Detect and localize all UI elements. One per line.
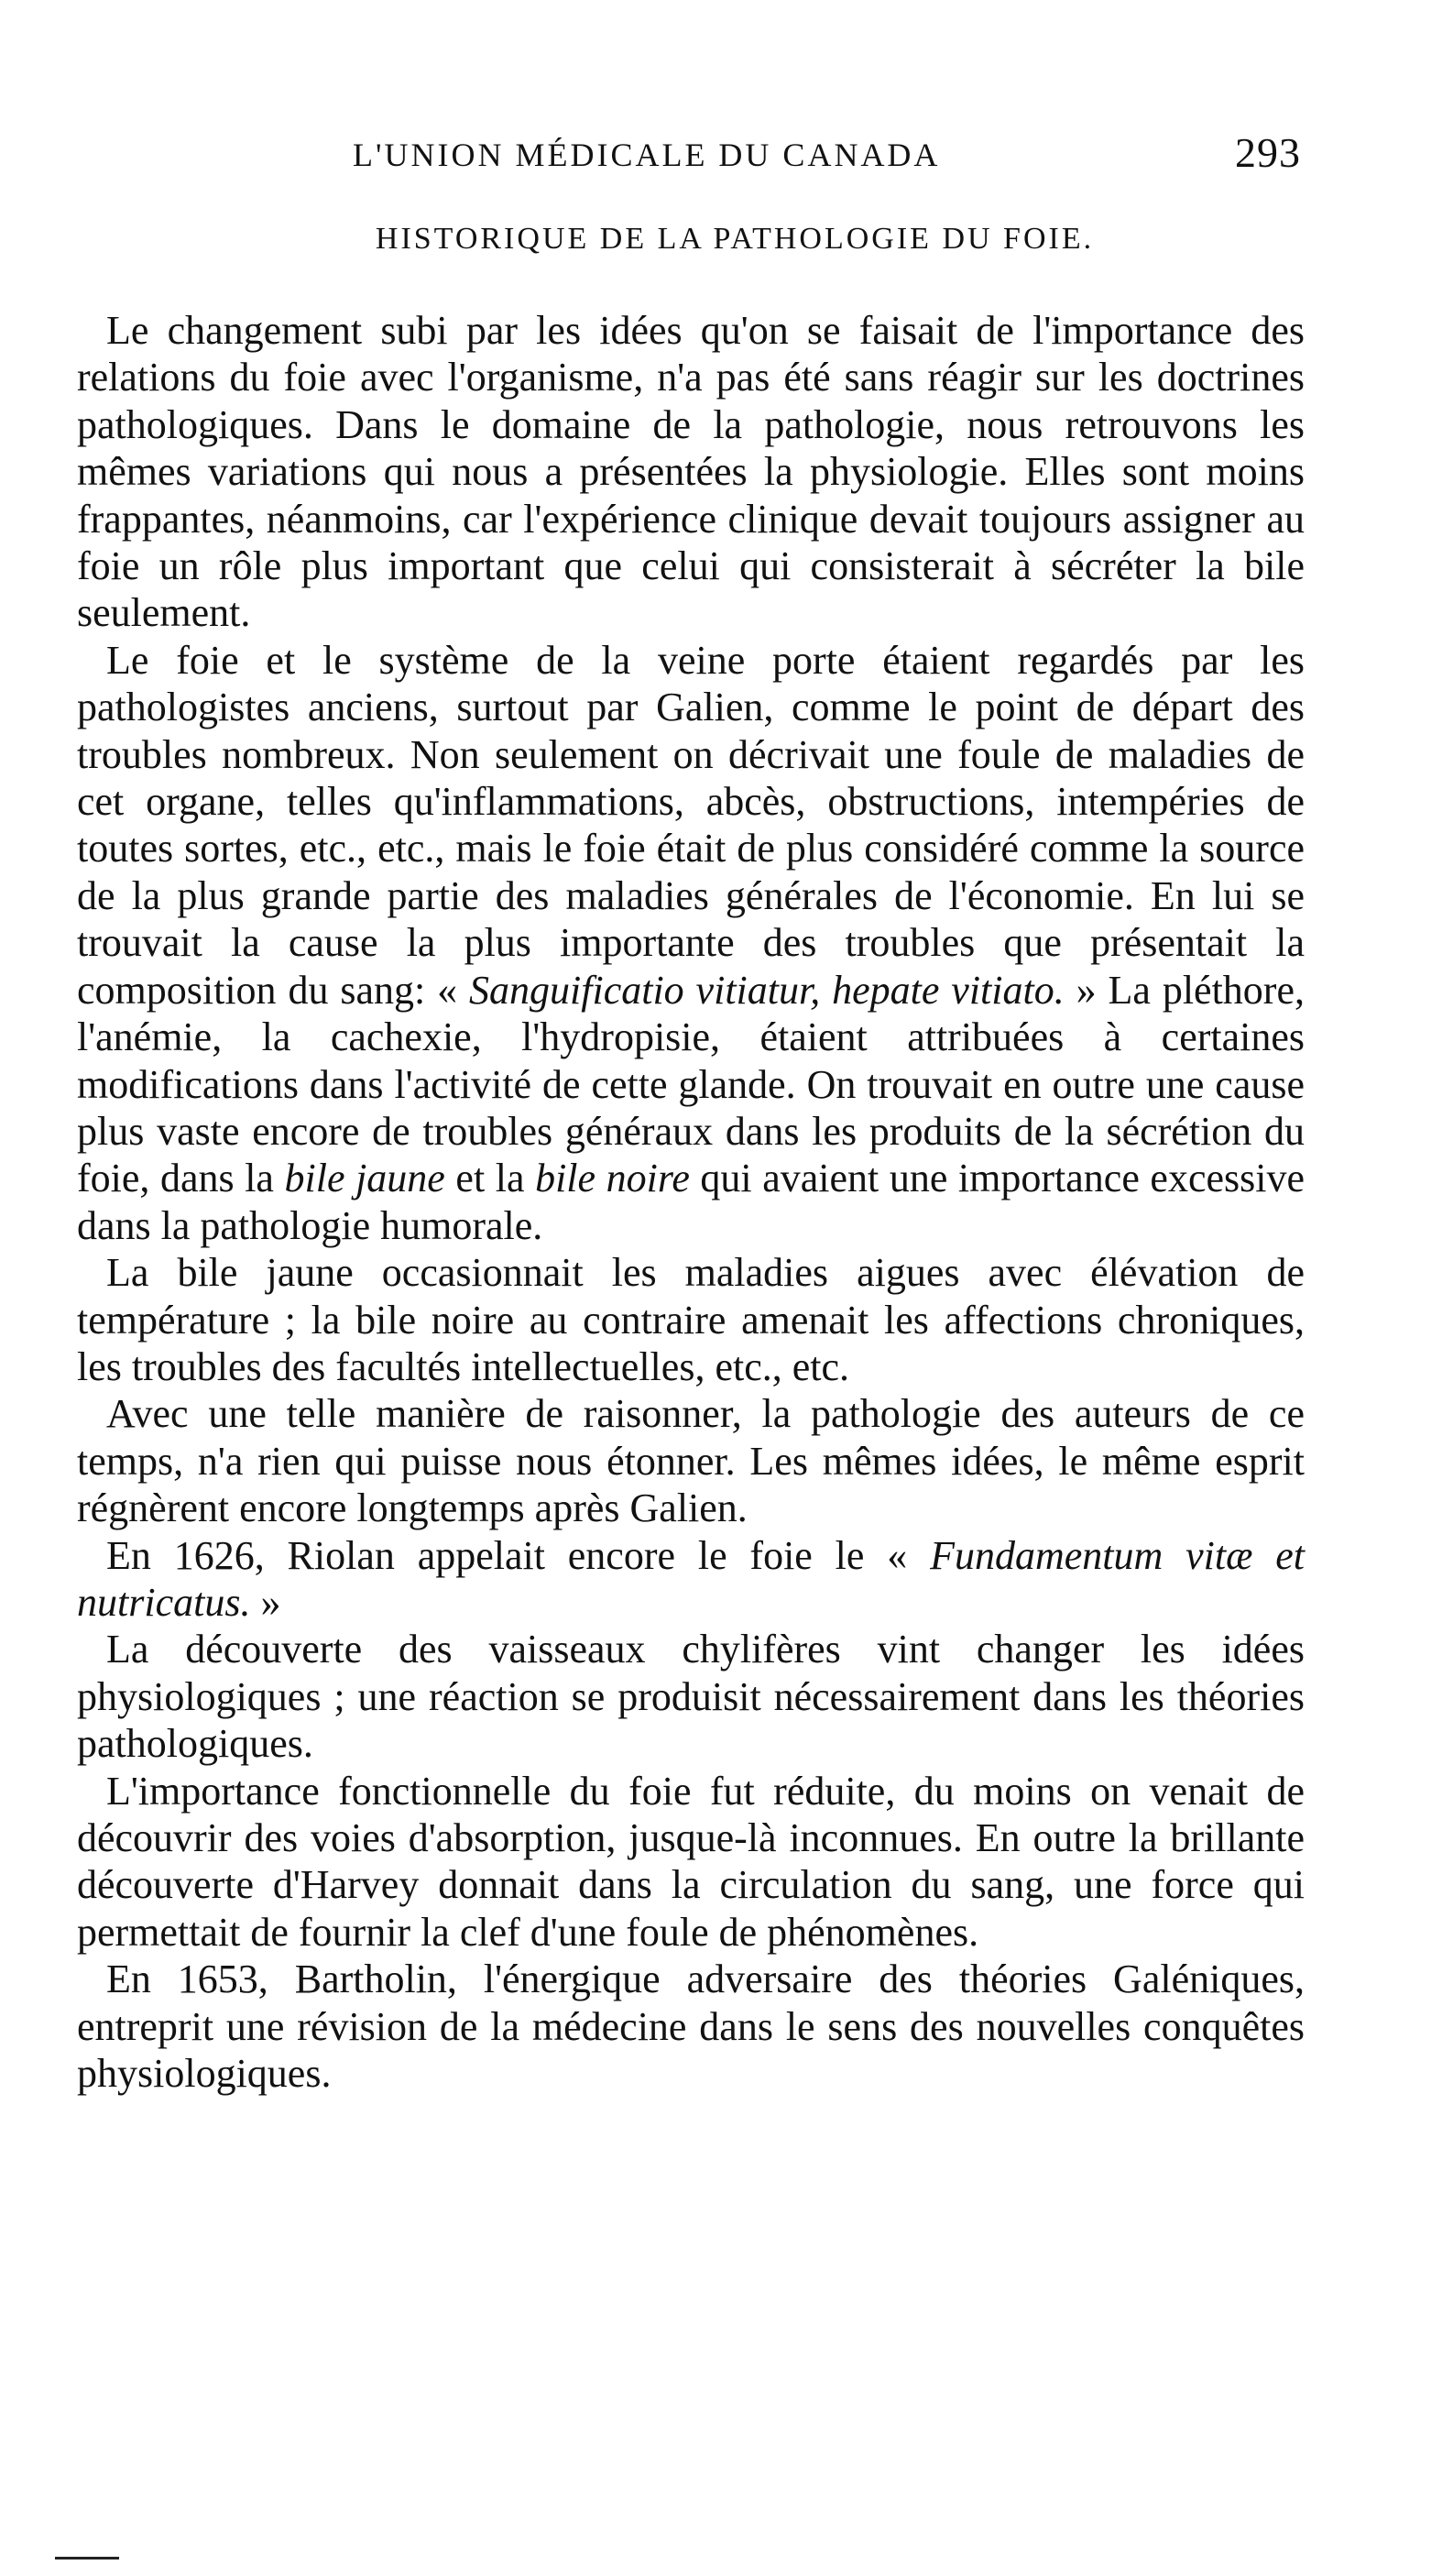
paragraph-5-text-b: » bbox=[250, 1579, 281, 1625]
paragraph-4: Avec une telle manière de raisonner, la pathologie des auteurs de ce temps, n'a rien qui puisse nous étonner. Les mêmes idées, le même esprit régnèrent encore longtemps après Galien. bbox=[77, 1391, 1305, 1531]
paragraph-2-text-a: Le foie et le système de la veine porte étaient regardés par les pathologistes anciens, surtout par Galien, comme le point de départ des troubles nombreux. Non seulement on décrivait une foule de maladies de cet organe, telles qu'inflammations, abcès, obstructions, intempéries de toutes sortes, etc., etc., mais le foie était de plus considéré comme la source de la plus grande partie des maladies générales de l'économie. En lui se trouvait la cause la plus importante des troubles que présentait la composition du sang: « bbox=[77, 637, 1305, 1013]
paragraph-3: La bile jaune occasionnait les maladies aigues avec élévation de température ; la bile noire au contraire amenait les affections chroniques, les troubles des facultés intellectuelles, etc., etc. bbox=[77, 1250, 1305, 1389]
paragraph-2-text-d: qui avaient une importance excessive dans la pathologie humorale. bbox=[77, 1156, 1305, 1248]
paragraph-2-text-c: et la bbox=[444, 1156, 536, 1201]
footer-rule bbox=[55, 2557, 119, 2560]
paragraph-7: L'importance fonctionnelle du foie fut réduite, du moins on venait de découvrir des voies d'absorption, jusque-là inconnues. En outre la brillante découverte d'Harvey donnait dans la circulation du sang, une force qui permettait de fournir la clef d'une foule de phénomènes. bbox=[77, 1768, 1305, 1955]
latin-quote-sanguificatio: Sanguificatio vitiatur, hepate vitiato. bbox=[469, 967, 1065, 1013]
section-title: HISTORIQUE DE LA PATHOLOGIE DU FOIE. bbox=[375, 222, 1095, 256]
term-bile-jaune: bile jaune bbox=[284, 1156, 445, 1201]
paragraph-5-text-a: En 1626, Riolan appelait encore le foie le « bbox=[106, 1532, 931, 1578]
paragraph-8: En 1653, Bartholin, l'énergique adversaire des théories Galéniques, entreprit une révision de la médecine dans le sens des nouvelles conquêtes physiologiques. bbox=[77, 1957, 1305, 2097]
term-bile-noire: bile noire bbox=[535, 1156, 690, 1201]
paragraph-6: La découverte des vaisseaux chylifères vint changer les idées physiologiques ; une réaction se produisit nécessairement dans les théories pathologiques. bbox=[77, 1627, 1305, 1767]
paragraph-1: Le changement subi par les idées qu'on se faisait de l'importance des relations du foie avec l'organisme, n'a pas été sans réagir sur les doctrines pathologiques. Dans le domaine de la pathologie, nous retrouvons les mêmes variations qui nous a présentées la physiologie. Elles sont moins frappantes, néanmoins, car l'expérience clinique devait toujours assigner au foie un rôle plus important que celui qui consisterait à sécréter la bile seulement. bbox=[77, 308, 1305, 636]
latin-quote-fundamentum: Fundamentum vitæ et nutricatus. bbox=[77, 1532, 1305, 1625]
article-body bbox=[77, 307, 1305, 2097]
paragraph-5 bbox=[77, 1532, 1305, 1627]
paragraph-2 bbox=[77, 637, 1305, 1249]
paragraph-2-text-b: » La pléthore, l'anémie, la cachexie, l'hydropisie, étaient attribuées à certaines modifications dans l'activité de cette glande. On trouvait en outre une cause plus vaste encore de troubles généraux dans les produits de la sécrétion du foie, dans la bbox=[77, 967, 1305, 1201]
page-number: 293 bbox=[1235, 129, 1301, 176]
journal-title: L'UNION MÉDICALE DU CANADA bbox=[353, 137, 941, 173]
running-header bbox=[82, 128, 1301, 183]
